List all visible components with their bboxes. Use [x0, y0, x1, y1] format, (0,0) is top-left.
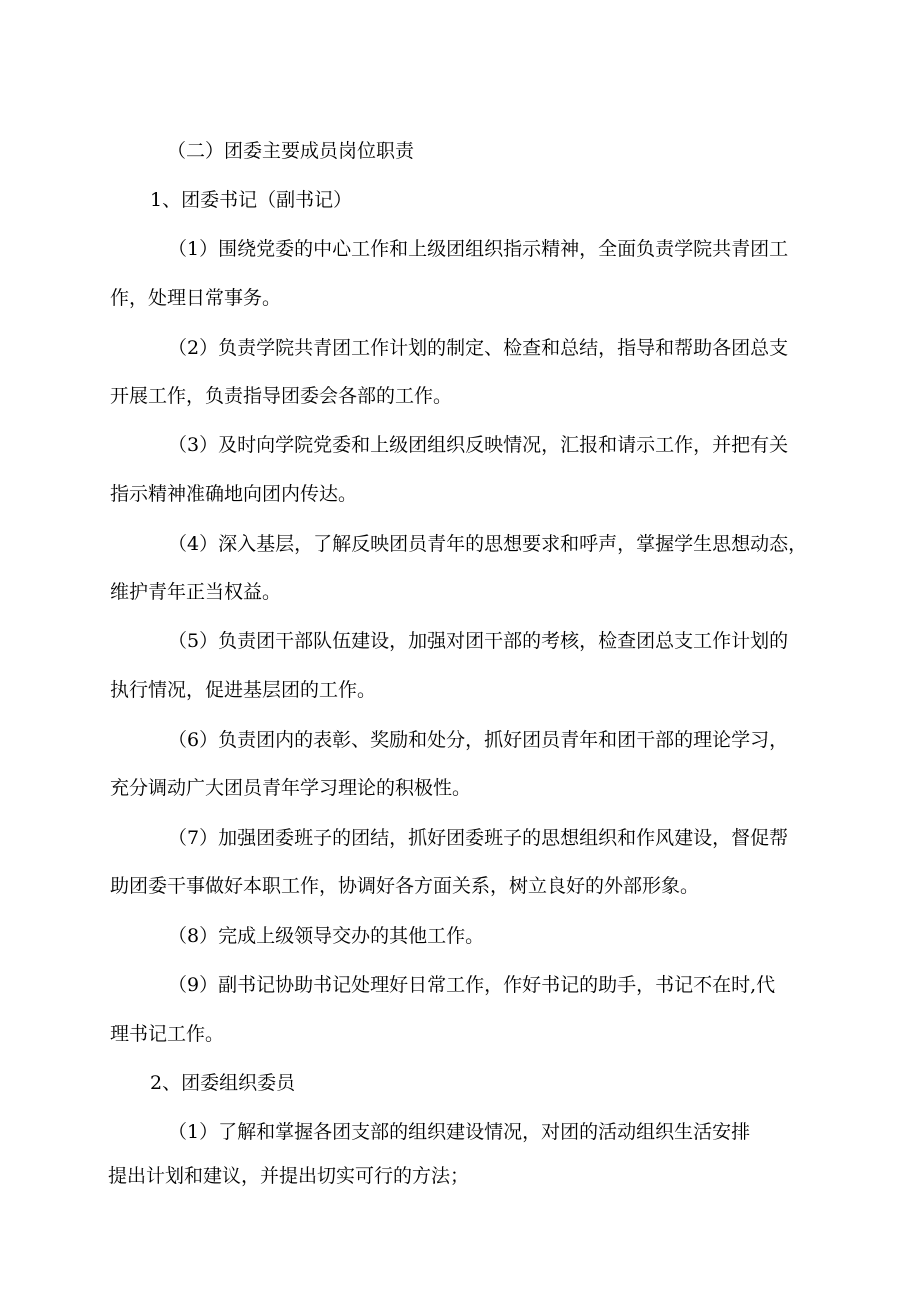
role1-item-7-continuation: 助团委干事做好本职工作，协调好各方面关系，树立良好的外部形象。: [110, 875, 700, 897]
role1-item-3: （3）及时向学院党委和上级团组织反映情况，汇报和请示工作，并把有关: [168, 434, 789, 456]
role1-item-1-continuation: 作，处理日常事务。: [110, 287, 282, 309]
role1-item-4: （4）深入基层，了解反映团员青年的思想要求和呼声，掌握学生思想动态，: [168, 533, 808, 555]
role1-item-1: （1）围绕党委的中心工作和上级团组织指示精神，全面负责学院共青团工: [168, 238, 789, 260]
role1-item-6: （6）负责团内的表彰、奖励和处分，抓好团员青年和团干部的理论学习，: [168, 729, 789, 751]
role1-item-4-continuation: 维护青年正当权益。: [110, 581, 282, 603]
section-title: （二）团委主要成员岗位职责: [167, 140, 415, 162]
role2-item-1: （1）了解和掌握各团支部的组织建设情况，对团的活动组织生活安排: [168, 1121, 751, 1143]
role1-item-3-continuation: 指示精神准确地向团内传达。: [110, 483, 358, 505]
role1-item-9: （9）副书记协助书记处理好日常工作，作好书记的助手，书记不在时,代: [168, 974, 776, 996]
role1-item-5: （5）负责团干部队伍建设，加强对团干部的考核，检查团总支工作计划的: [168, 630, 789, 652]
role2-heading: 2、团委组织委员: [150, 1072, 296, 1094]
role1-item-2: （2）负责学院共青团工作计划的制定、检查和总结，指导和帮助各团总支: [168, 337, 789, 359]
role1-item-2-continuation: 开展工作，负责指导团委会各部的工作。: [110, 385, 453, 407]
role1-item-8: （8）完成上级领导交办的其他工作。: [168, 925, 485, 947]
role1-item-6-continuation: 充分调动广大团员青年学习理论的积极性。: [110, 777, 472, 799]
role2-item-1-continuation: 提出计划和建议，并提出切实可行的方法；: [108, 1165, 470, 1187]
role1-item-9-continuation: 理书记工作。: [110, 1023, 225, 1045]
role1-item-7: （7）加强团委班子的团结，抓好团委班子的思想组织和作风建设，督促帮: [168, 827, 789, 849]
role1-heading: 1、团委书记（副书记）: [150, 189, 353, 211]
role1-item-5-continuation: 执行情况，促进基层团的工作。: [110, 679, 377, 701]
